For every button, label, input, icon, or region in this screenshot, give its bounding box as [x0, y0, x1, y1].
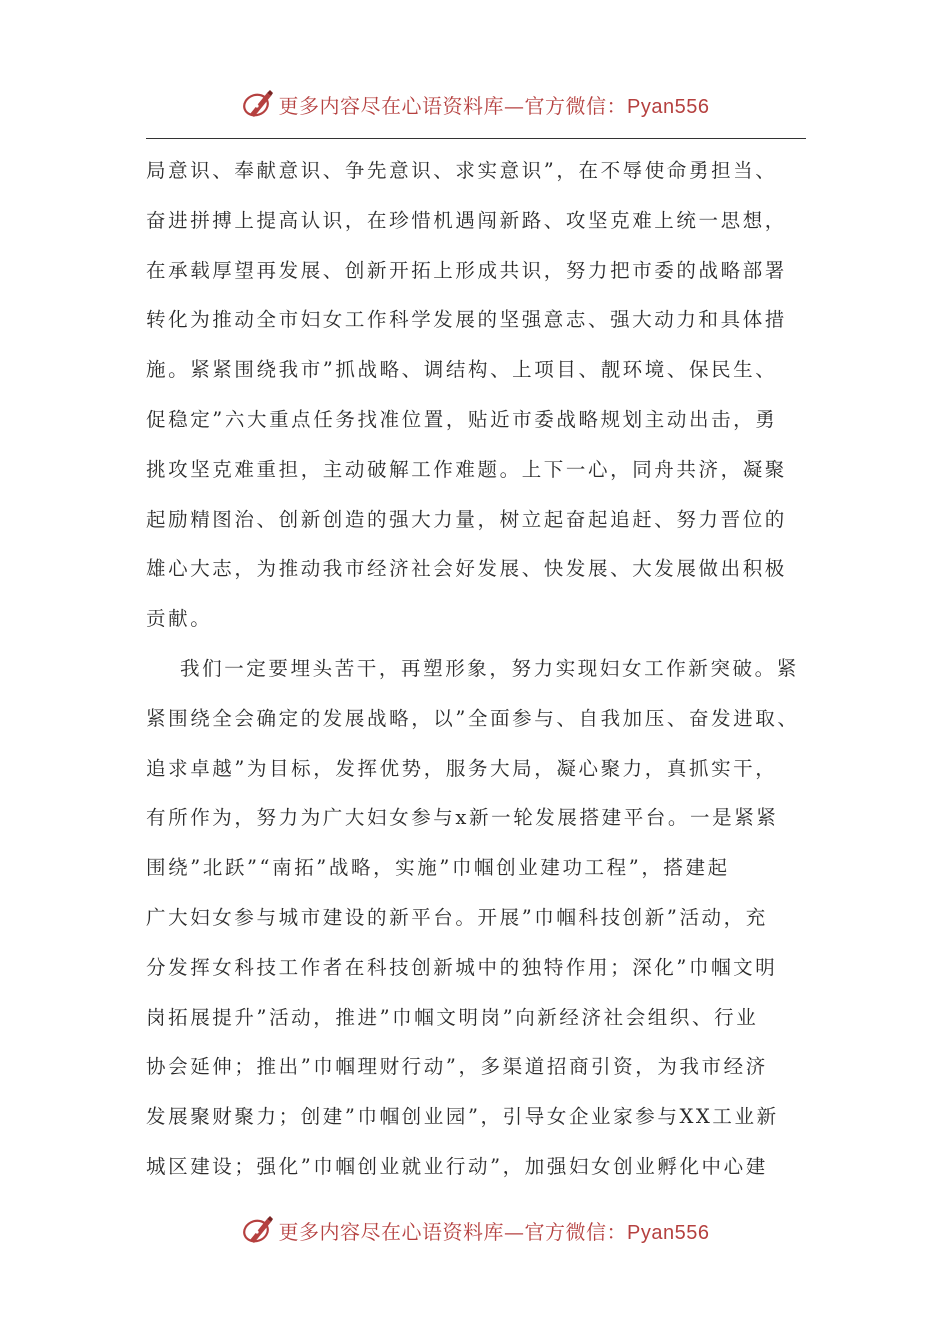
text-line: 起励精图治、创新创造的强大力量，树立起奋起追赶、努力晋位的	[146, 507, 787, 531]
banner-text: 更多内容尽在心语资料库—官方微信：Pyan556	[278, 1219, 710, 1244]
text-line: 追求卓越”为目标，发挥优势，服务大局，凝心聚力，真抓实干，	[146, 756, 778, 780]
text-line: 有所作为，努力为广大妇女参与x新一轮发展搭建平台。一是紧紧	[146, 806, 779, 830]
pen-nib-logo-icon	[241, 87, 275, 121]
text-line: 广大妇女参与城市建设的新平台。开展”巾帼科技创新”活动，充	[146, 905, 768, 929]
paragraph-first-line: 我们一定要埋头苦干，再塑形象，努力实现妇女工作新突破。紧	[180, 656, 799, 680]
text-line: 奋进拼搏上提高认识，在珍惜机遇闯新路、攻坚克难上统一思想，	[146, 208, 787, 232]
banner-text: 更多内容尽在心语资料库—官方微信：Pyan556	[278, 93, 710, 118]
text-line: 挑攻坚克难重担，主动破解工作难题。上下一心，同舟共济，凝聚	[146, 457, 787, 481]
text-line: 紧围绕全会确定的发展战略，以”全面参与、自我加压、奋发进取、	[146, 706, 800, 730]
text-line: 协会延伸；推出”巾帼理财行动”，多渠道招商引资，为我市经济	[146, 1055, 768, 1079]
document-body	[146, 152, 826, 1198]
text-line: 发展聚财聚力；创建”巾帼创业园”，引导女企业家参与XX工业新	[146, 1105, 779, 1129]
text-line: 分发挥女科技工作者在科技创新城中的独特作用；深化”巾帼文明	[146, 955, 778, 979]
text-line: 促稳定”六大重点任务找准位置，贴近市委战略规划主动出击，勇	[146, 407, 778, 431]
text-line: 围绕”北跃”“南拓”战略，实施”巾帼创业建功工程”，搭建起	[146, 856, 730, 880]
header-divider	[146, 138, 806, 139]
text-line: 雄心大志，为推动我市经济社会好发展、快发展、大发展做出积极	[146, 557, 787, 581]
pen-nib-logo-icon	[241, 1213, 275, 1247]
wechat-handle: Pyan556	[627, 1221, 710, 1244]
text-line: 城区建设；强化”巾帼创业就业行动”，加强妇女创业孵化中心建	[146, 1154, 768, 1178]
text-line: 在承载厚望再发展、创新开拓上形成共识，努力把市委的战略部署	[146, 258, 787, 282]
footer-banner	[0, 1208, 950, 1252]
text-line: 岗拓展提升”活动，推进”巾帼文明岗”向新经济社会组织、行业	[146, 1005, 759, 1029]
text-line: 贡献。	[146, 607, 213, 631]
header-banner	[0, 82, 950, 126]
wechat-handle: Pyan556	[627, 95, 710, 118]
text-line: 局意识、奉献意识、争先意识、求实意识”，在不辱使命勇担当、	[146, 159, 778, 182]
text-line: 施。紧紧围绕我市”抓战略、调结构、上项目、靓环境、保民生、	[146, 358, 778, 382]
text-line: 转化为推动全市妇女工作科学发展的坚强意志、强大动力和具体措	[146, 308, 787, 332]
